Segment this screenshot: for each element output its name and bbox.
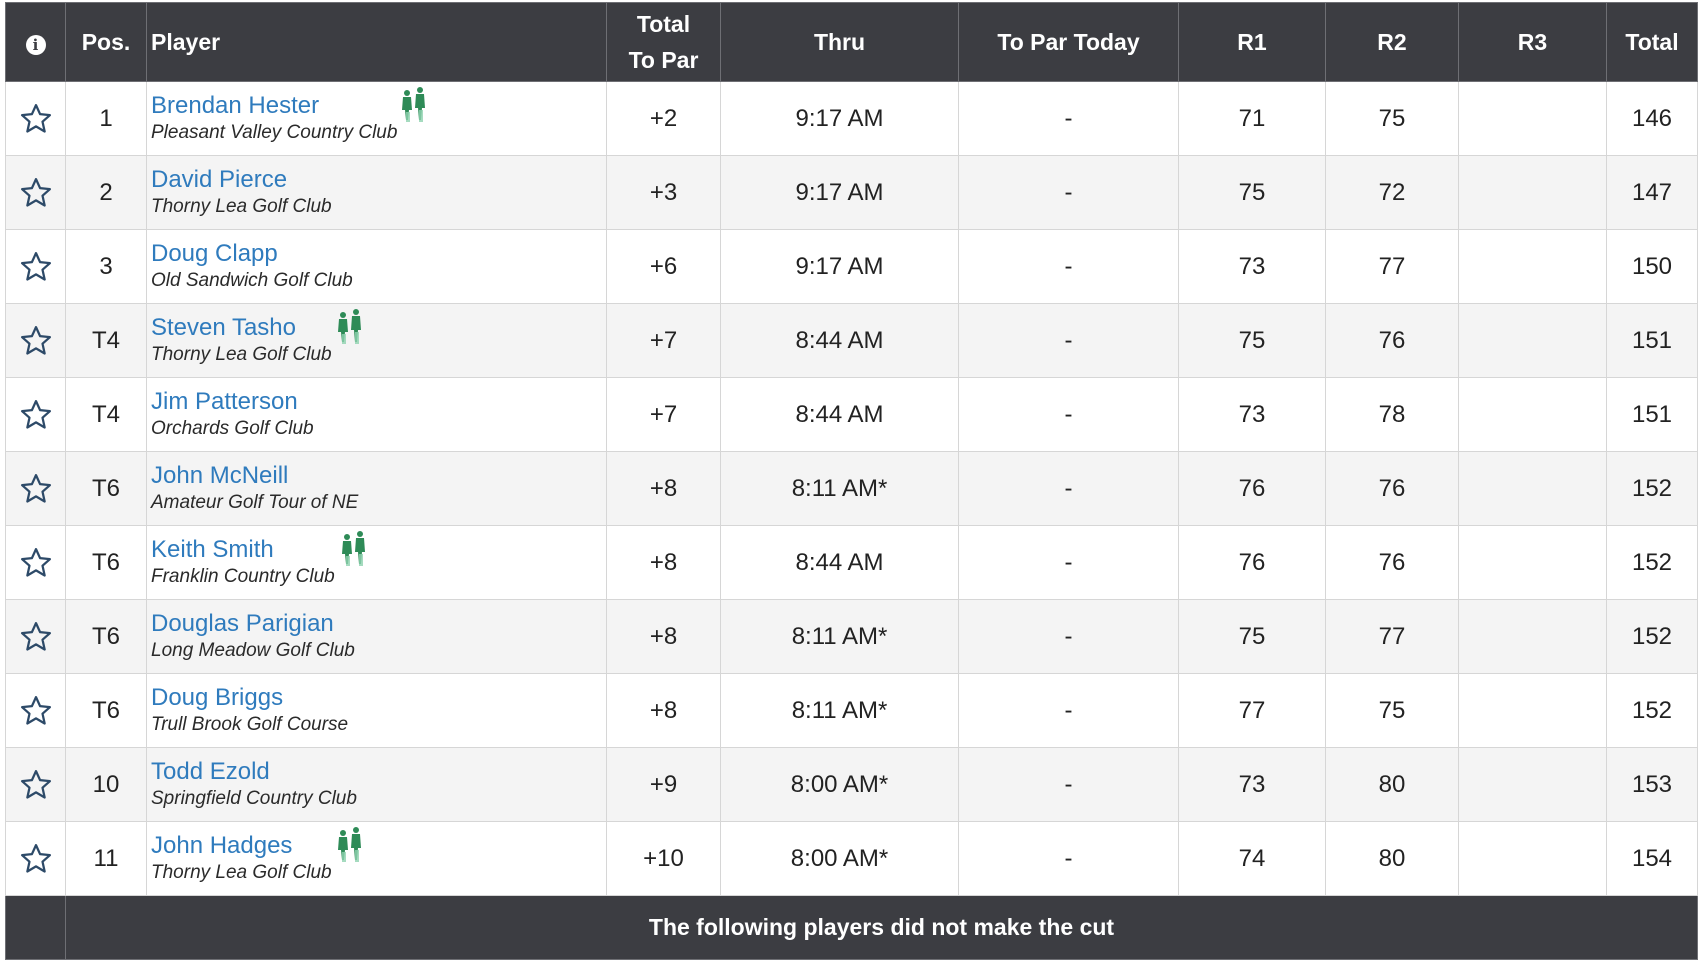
table-row — [6, 748, 1698, 822]
favorite-cell[interactable] — [6, 452, 66, 526]
info-icon[interactable]: i — [26, 35, 46, 55]
thru-cell: 9:17 AM — [721, 230, 959, 304]
favorite-cell[interactable] — [6, 748, 66, 822]
r2-header[interactable]: R2 — [1326, 3, 1459, 82]
favorite-cell[interactable] — [6, 600, 66, 674]
thru-header[interactable]: Thru — [721, 3, 959, 82]
r3-cell — [1459, 156, 1607, 230]
r2-cell: 77 — [1326, 230, 1459, 304]
total-to-par-cell: +8 — [607, 600, 721, 674]
total-to-par-cell: +9 — [607, 748, 721, 822]
total-to-par-cell: +7 — [607, 304, 721, 378]
cut-line-spacer — [6, 896, 66, 960]
total-to-par-cell: +8 — [607, 674, 721, 748]
to-par-today-cell: - — [959, 452, 1179, 526]
table-row — [6, 230, 1698, 304]
r2-cell: 72 — [1326, 156, 1459, 230]
player-header[interactable]: Player — [147, 3, 607, 82]
r1-cell: 75 — [1179, 600, 1326, 674]
player-cell — [147, 748, 607, 822]
table-row — [6, 674, 1698, 748]
player-cell — [147, 156, 607, 230]
total-cell: 153 — [1607, 748, 1698, 822]
r1-header[interactable]: R1 — [1179, 3, 1326, 82]
to-par-today-cell: - — [959, 748, 1179, 822]
thru-cell: 8:44 AM — [721, 304, 959, 378]
position-cell: T4 — [66, 304, 147, 378]
thru-cell: 8:44 AM — [721, 378, 959, 452]
total-to-par-cell: +10 — [607, 822, 721, 896]
total-to-par-cell: +8 — [607, 452, 721, 526]
r1-cell: 76 — [1179, 452, 1326, 526]
total-to-par-line1: Total — [636, 11, 691, 37]
thru-cell: 8:00 AM* — [721, 748, 959, 822]
star-icon[interactable] — [19, 176, 53, 210]
position-cell: T6 — [66, 526, 147, 600]
r3-cell — [1459, 748, 1607, 822]
thru-cell: 8:44 AM — [721, 526, 959, 600]
r1-cell: 71 — [1179, 82, 1326, 156]
info-header[interactable] — [6, 3, 66, 82]
leaderboard-table — [5, 2, 1698, 960]
table-row — [6, 82, 1698, 156]
player-cell — [147, 452, 607, 526]
to-par-today-cell: - — [959, 304, 1179, 378]
player-club: Amateur Golf Tour of NE — [151, 491, 359, 513]
thru-cell: 8:11 AM* — [721, 600, 959, 674]
position-cell: 2 — [66, 156, 147, 230]
r1-cell: 73 — [1179, 230, 1326, 304]
r1-cell: 76 — [1179, 526, 1326, 600]
r3-cell — [1459, 526, 1607, 600]
player-cell — [147, 674, 607, 748]
total-to-par-cell: +2 — [607, 82, 721, 156]
player-cell — [147, 822, 607, 896]
golfers-icon — [337, 530, 371, 570]
player-cell — [147, 230, 607, 304]
table-row — [6, 378, 1698, 452]
r3-cell — [1459, 452, 1607, 526]
star-icon[interactable] — [19, 620, 53, 654]
player-name-link[interactable]: John Hadges — [151, 831, 293, 859]
star-icon[interactable] — [19, 102, 53, 136]
r3-cell — [1459, 822, 1607, 896]
favorite-cell[interactable] — [6, 378, 66, 452]
to-par-today-cell: - — [959, 526, 1179, 600]
favorite-cell[interactable] — [6, 674, 66, 748]
to-par-today-cell: - — [959, 82, 1179, 156]
total-cell: 152 — [1607, 600, 1698, 674]
r2-cell: 75 — [1326, 674, 1459, 748]
star-icon[interactable] — [19, 768, 53, 802]
total-to-par-cell: +6 — [607, 230, 721, 304]
player-name-link[interactable]: Steven Tasho — [151, 313, 296, 341]
favorite-cell[interactable] — [6, 822, 66, 896]
to-par-today-cell: - — [959, 378, 1179, 452]
table-row — [6, 452, 1698, 526]
cut-line-row — [6, 896, 1698, 960]
table-row — [6, 526, 1698, 600]
r1-cell: 73 — [1179, 378, 1326, 452]
r2-cell: 78 — [1326, 378, 1459, 452]
table-row — [6, 304, 1698, 378]
r2-cell: 80 — [1326, 748, 1459, 822]
player-name-link[interactable]: Douglas Parigian — [151, 609, 334, 637]
player-name-link[interactable]: Todd Ezold — [151, 757, 270, 785]
favorite-cell[interactable] — [6, 156, 66, 230]
r2-cell: 76 — [1326, 304, 1459, 378]
player-club: Thorny Lea Golf Club — [151, 343, 332, 365]
player-club: Old Sandwich Golf Club — [151, 269, 353, 291]
player-club: Trull Brook Golf Course — [151, 713, 349, 735]
thru-cell: 9:17 AM — [721, 82, 959, 156]
golfers-icon — [333, 308, 367, 348]
r3-cell — [1459, 674, 1607, 748]
star-icon[interactable] — [19, 842, 53, 876]
star-icon[interactable] — [19, 546, 53, 580]
r3-header[interactable]: R3 — [1459, 3, 1607, 82]
r2-cell: 76 — [1326, 452, 1459, 526]
total-to-par-line2: To Par — [628, 47, 699, 73]
star-icon[interactable] — [19, 398, 53, 432]
player-cell — [147, 600, 607, 674]
player-club: Springfield Country Club — [151, 787, 357, 809]
position-cell: T6 — [66, 674, 147, 748]
total-header[interactable]: Total — [1607, 3, 1698, 82]
r3-cell — [1459, 230, 1607, 304]
golfers-icon — [397, 86, 431, 126]
total-to-par-cell: +3 — [607, 156, 721, 230]
position-cell: 3 — [66, 230, 147, 304]
total-cell: 152 — [1607, 452, 1698, 526]
total-cell: 154 — [1607, 822, 1698, 896]
player-club: Pleasant Valley Country Club — [151, 121, 398, 143]
total-cell: 150 — [1607, 230, 1698, 304]
star-icon[interactable] — [19, 250, 53, 284]
r2-cell: 77 — [1326, 600, 1459, 674]
table-row — [6, 822, 1698, 896]
player-name-link[interactable]: Brendan Hester — [151, 91, 320, 119]
star-icon[interactable] — [19, 324, 53, 358]
r2-cell: 75 — [1326, 82, 1459, 156]
r2-cell: 76 — [1326, 526, 1459, 600]
to-par-today-cell: - — [959, 674, 1179, 748]
r3-cell — [1459, 600, 1607, 674]
player-club: Thorny Lea Golf Club — [151, 195, 332, 217]
table-row — [6, 600, 1698, 674]
position-cell: 11 — [66, 822, 147, 896]
total-cell: 151 — [1607, 304, 1698, 378]
total-cell: 147 — [1607, 156, 1698, 230]
leaderboard-body — [6, 82, 1698, 960]
favorite-cell[interactable] — [6, 82, 66, 156]
star-icon[interactable] — [19, 472, 53, 506]
r1-cell: 73 — [1179, 748, 1326, 822]
position-cell: 10 — [66, 748, 147, 822]
player-name-link[interactable]: Doug Briggs — [151, 683, 284, 711]
to-par-today-cell: - — [959, 822, 1179, 896]
to-par-today-header[interactable]: To Par Today — [959, 3, 1179, 82]
thru-cell: 8:00 AM* — [721, 822, 959, 896]
pos-header[interactable]: Pos. — [66, 3, 147, 82]
favorite-cell[interactable] — [6, 526, 66, 600]
table-row — [6, 156, 1698, 230]
player-name-link[interactable]: John McNeill — [151, 461, 289, 489]
favorite-cell[interactable] — [6, 230, 66, 304]
player-club: Orchards Golf Club — [151, 417, 314, 439]
total-cell: 146 — [1607, 82, 1698, 156]
player-cell — [147, 304, 607, 378]
position-cell: T6 — [66, 452, 147, 526]
total-to-par-header[interactable] — [607, 3, 721, 82]
player-name-link[interactable]: David Pierce — [151, 165, 288, 193]
favorite-cell[interactable] — [6, 304, 66, 378]
star-icon[interactable] — [19, 694, 53, 728]
thru-cell: 9:17 AM — [721, 156, 959, 230]
total-to-par-cell: +7 — [607, 378, 721, 452]
player-club: Thorny Lea Golf Club — [151, 861, 332, 883]
position-cell: 1 — [66, 82, 147, 156]
r2-cell: 80 — [1326, 822, 1459, 896]
position-cell: T4 — [66, 378, 147, 452]
r3-cell — [1459, 82, 1607, 156]
player-name-link[interactable]: Doug Clapp — [151, 239, 278, 267]
player-cell — [147, 378, 607, 452]
header-row — [6, 3, 1698, 82]
to-par-today-cell: - — [959, 230, 1179, 304]
cut-line-text: The following players did not make the cut — [66, 896, 1698, 960]
player-cell — [147, 82, 607, 156]
player-club: Long Meadow Golf Club — [151, 639, 355, 661]
r3-cell — [1459, 378, 1607, 452]
thru-cell: 8:11 AM* — [721, 674, 959, 748]
player-name-link[interactable]: Jim Patterson — [151, 387, 298, 415]
golfers-icon — [333, 826, 367, 866]
total-cell: 151 — [1607, 378, 1698, 452]
total-cell: 152 — [1607, 674, 1698, 748]
r1-cell: 74 — [1179, 822, 1326, 896]
total-cell: 152 — [1607, 526, 1698, 600]
player-name-link[interactable]: Keith Smith — [151, 535, 274, 563]
player-club: Franklin Country Club — [151, 565, 335, 587]
position-cell: T6 — [66, 600, 147, 674]
to-par-today-cell: - — [959, 600, 1179, 674]
to-par-today-cell: - — [959, 156, 1179, 230]
total-to-par-cell: +8 — [607, 526, 721, 600]
player-cell — [147, 526, 607, 600]
r1-cell: 75 — [1179, 156, 1326, 230]
r1-cell: 77 — [1179, 674, 1326, 748]
r3-cell — [1459, 304, 1607, 378]
thru-cell: 8:11 AM* — [721, 452, 959, 526]
r1-cell: 75 — [1179, 304, 1326, 378]
